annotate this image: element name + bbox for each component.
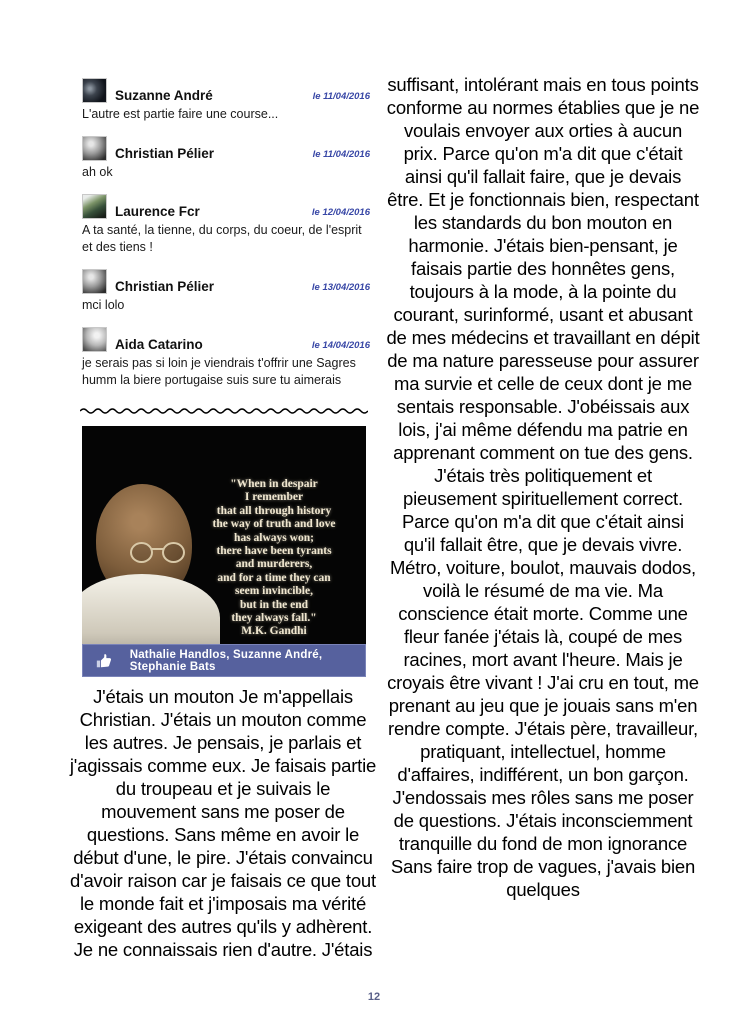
commenter-name[interactable]: Christian Pélier xyxy=(115,279,215,294)
thumbs-up-icon xyxy=(96,651,113,671)
quote-line: seem invincible, xyxy=(235,585,313,598)
comment-date: le 14/04/2016 xyxy=(311,340,370,351)
quote-line: M.K. Gandhi xyxy=(241,625,307,638)
comment-date: le 11/04/2016 xyxy=(312,149,370,160)
glasses-right-lens xyxy=(162,542,185,563)
left-column-paragraph: J'étais un mouton Je m'appellais Christian. J'étais un mouton comme les autres. Je pensais, je parlais et j'agissais comme eux. Je faisais partie du troupeau et je suivais le mouvement sans me poser de questions. Sans même en avoir le début d'une, le pire. J'étais convaincu d'avoir raison car je faisais ce que tout le monde fait et j'imposais ma vérité exigeant des autres qu'ils y adhèrent. Je ne connaissais rien d'autre. J'étais xyxy=(69,686,377,960)
quote-line: I remember xyxy=(244,491,304,504)
left-column xyxy=(68,78,378,961)
quote-line: that all through history xyxy=(216,504,332,517)
quote-line: has always won; xyxy=(234,531,314,544)
user-avatar[interactable] xyxy=(82,269,107,294)
commenter-name[interactable]: Suzanne André xyxy=(115,88,213,103)
quote-line: "When in despair xyxy=(230,478,318,490)
comment-header xyxy=(82,194,370,219)
commenter-name[interactable]: Christian Pélier xyxy=(115,146,215,161)
comment-header xyxy=(82,327,370,352)
comments-list xyxy=(82,78,370,389)
glasses-bridge xyxy=(151,548,164,550)
comment-date: le 12/04/2016 xyxy=(311,207,370,218)
gandhi-quote-image xyxy=(82,426,366,644)
comment xyxy=(82,136,370,181)
quote-line: and murderers, xyxy=(235,558,313,571)
right-column-paragraph: suffisant, intolérant mais en tous points conforme au normes établies que je ne voulais envoyer aux orties à aucun prix. Parce qu'on m'a dit que c'était ainsi qu'il fallait faire, que je devais être. Et je fonctionnais bien, respectant les standards du bon mouton en harmonie. J'étais bien-pensant, je faisais partie des honnêtes gens, toujours à la mode, à la pointe du courant, surinformé, usant et abusant de mes médecins et travaillant en dépit de ma nature paresseuse pour assurer ma survie et celle de ceux dont je me sentais responsable. J'obéissais aux lois, j'ai même défendu ma patrie en apprenant comment on tue des gens. J'étais très politiquement et pieusement spirituellement correct. Parce qu'on m'a dit que c'était ainsi qu'il fallait être, que je devais vivre. Métro, voiture, boulot, mauvais dodos, voilà le résumé de ma vie. Ma conscience était morte. Comme une fleur fanée j'étais là, coupé de mes racines, mort avant l'heure. Mais je croyais être vivant ! J'ai cru en tout, me prenant au jeu que je jouais sans m'en rendre compte. J'étais père, travailleur, pratiquant, intellectuel, homme d'affaires, indifférent, un bon garçon. J'endossais mes rôles sans me poser de questions. J'étais inconsciemment tranquille du fond de mon ignorance Sans faire trop de vagues, j'avais bien quelques xyxy=(386,74,700,900)
likers-names[interactable]: Nathalie Handlos, Suzanne André, Stephanie Bats xyxy=(129,648,323,673)
quote-line: and for a time they can xyxy=(217,571,331,584)
comment xyxy=(82,327,370,389)
user-avatar[interactable] xyxy=(82,327,107,352)
comment-text: L'autre est partie faire une course... xyxy=(82,107,279,121)
gandhi-quote-text xyxy=(188,478,360,639)
wavy-divider xyxy=(80,406,368,416)
comment xyxy=(82,78,370,123)
user-avatar[interactable] xyxy=(82,136,107,161)
comment-header xyxy=(82,269,370,294)
comment-date: le 11/04/2016 xyxy=(312,91,370,102)
quote-line: there have been tyrants xyxy=(216,545,332,558)
comment-text: A ta santé, la tienne, du corps, du coeur, de l'esprit et des tiens ! xyxy=(82,223,362,254)
comment xyxy=(82,269,370,314)
commenter-name[interactable]: Aida Catarino xyxy=(115,337,203,352)
comment-date: le 13/04/2016 xyxy=(311,282,370,293)
facebook-like-bar[interactable] xyxy=(82,644,366,677)
comment-text: je serais pas si loin je viendrais t'offrir une Sagres humm la biere portugaise suis sure tu aimerais xyxy=(82,356,356,387)
page-number: 12 xyxy=(367,991,381,1003)
comment-header xyxy=(82,78,370,103)
quote-line: the way of truth and love xyxy=(212,518,336,531)
commenter-name[interactable]: Laurence Fcr xyxy=(115,204,200,219)
user-avatar[interactable] xyxy=(82,78,107,103)
comment-text: ah ok xyxy=(82,165,113,179)
quote-line: they always fall." xyxy=(231,612,317,625)
quote-line: but in the end xyxy=(239,598,309,611)
comment-header xyxy=(82,136,370,161)
comment xyxy=(82,194,370,256)
user-avatar[interactable] xyxy=(82,194,107,219)
glasses-left-lens xyxy=(130,542,153,563)
comment-text: mci lolo xyxy=(82,298,125,312)
